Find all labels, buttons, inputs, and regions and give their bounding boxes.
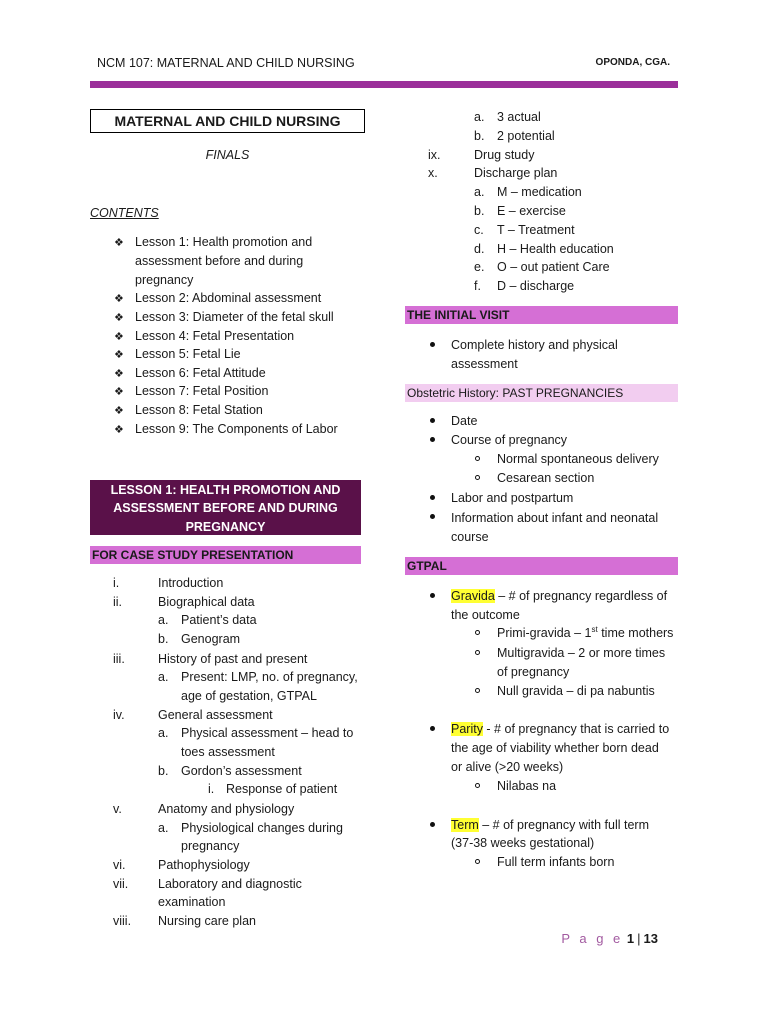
- lesson-banner-line: ASSESSMENT BEFORE AND DURING: [113, 501, 338, 516]
- circle-bullet-icon: [475, 650, 480, 655]
- contents-item: pregnancy: [135, 273, 194, 287]
- bullet-icon: [430, 593, 435, 598]
- diamond-bullet-icon: ❖: [114, 312, 124, 324]
- diamond-bullet-icon: ❖: [114, 368, 124, 380]
- parity-definition: [451, 720, 669, 739]
- circle-bullet-icon: [475, 630, 480, 635]
- sub-numeral: i.: [208, 782, 215, 796]
- obstetric-item: Date: [451, 414, 478, 428]
- outline-subitem: 3 actual: [497, 110, 541, 124]
- roman-numeral: viii.: [113, 914, 132, 928]
- page-total: 13: [643, 931, 658, 946]
- outline-subitem: age of gestation, GTPAL: [181, 689, 317, 703]
- contents-item: Lesson 3: Diameter of the fetal skull: [135, 310, 334, 324]
- multigravida-item-line: of pregnancy: [497, 665, 570, 679]
- letter-marker: a.: [158, 613, 169, 627]
- contents-item: Lesson 2: Abdominal assessment: [135, 291, 322, 305]
- outline-subitem: Response of patient: [226, 782, 338, 796]
- diamond-bullet-icon: ❖: [114, 331, 124, 343]
- outline-item: History of past and present: [158, 652, 308, 666]
- bullet-icon: [430, 495, 435, 500]
- initial-visit-heading: THE INITIAL VISIT: [405, 306, 678, 324]
- lesson-banner-line: PREGNANCY: [185, 519, 266, 534]
- contents-item: Lesson 6: Fetal Attitude: [135, 366, 266, 380]
- letter-marker: a.: [158, 670, 169, 684]
- outline-subitem: E – exercise: [497, 204, 566, 218]
- outline-subitem: D – discharge: [497, 279, 575, 293]
- header-divider: [90, 81, 678, 88]
- diamond-bullet-icon: ❖: [114, 293, 124, 305]
- gravida-definition: [451, 587, 667, 606]
- outline-subitem: Physical assessment – head to: [181, 726, 354, 740]
- obstetric-subitem: Normal spontaneous delivery: [497, 452, 659, 466]
- outline-subitem: pregnancy: [181, 839, 240, 853]
- circle-bullet-icon: [475, 456, 480, 461]
- roman-numeral: ii.: [113, 595, 123, 609]
- letter-marker: b.: [158, 632, 169, 646]
- lesson-banner-line: LESSON 1: HEALTH PROMOTION AND: [110, 483, 341, 497]
- contents-heading: CONTENTS: [90, 206, 159, 220]
- parity-text: - # of pregnancy that is carried to: [482, 722, 670, 736]
- obstetric-item: course: [451, 530, 489, 544]
- roman-numeral: v.: [113, 802, 122, 816]
- outline-item: Laboratory and diagnostic: [158, 877, 302, 891]
- term-text: – # of pregnancy with full term: [478, 818, 650, 832]
- obstetric-subitem: Cesarean section: [497, 471, 595, 485]
- header-course-title: NCM 107: MATERNAL AND CHILD NURSING: [97, 56, 355, 70]
- case-study-heading: FOR CASE STUDY PRESENTATION: [90, 546, 361, 564]
- letter-marker: b.: [158, 764, 169, 778]
- obstetric-item: Course of pregnancy: [451, 433, 568, 447]
- page-number: [561, 931, 658, 946]
- contents-item: Lesson 4: Fetal Presentation: [135, 329, 295, 343]
- term-term: Term: [451, 818, 479, 832]
- outline-item: Nursing care plan: [158, 914, 256, 928]
- outline-item: Pathophysiology: [158, 858, 250, 872]
- term-definition: [451, 816, 649, 835]
- outline-subitem: Patient’s data: [181, 613, 257, 627]
- circle-bullet-icon: [475, 688, 480, 693]
- contents-item: Lesson 8: Fetal Station: [135, 403, 263, 417]
- letter-marker: b.: [474, 129, 485, 143]
- parity-text-line: the age of viability whether born dead: [451, 741, 659, 755]
- letter-marker: a.: [158, 821, 169, 835]
- diamond-bullet-icon: ❖: [114, 386, 124, 398]
- outline-item: General assessment: [158, 708, 273, 722]
- primi-superscript: st: [591, 624, 598, 634]
- diamond-bullet-icon: ❖: [114, 424, 124, 436]
- outline-subitem: Gordon’s assessment: [181, 764, 302, 778]
- page-current: 1: [626, 931, 635, 946]
- parity-text-line: or alive (>20 weeks): [451, 760, 564, 774]
- diamond-bullet-icon: ❖: [114, 349, 124, 361]
- letter-marker: b.: [474, 204, 485, 218]
- parity-subitem: Nilabas na: [497, 779, 557, 793]
- roman-numeral: iii.: [113, 652, 125, 666]
- contents-item: Lesson 1: Health promotion and: [135, 235, 313, 249]
- outline-item: Drug study: [474, 148, 535, 162]
- roman-numeral: x.: [428, 166, 438, 180]
- parity-term: Parity: [451, 722, 483, 736]
- bullet-icon: [430, 418, 435, 423]
- outline-subitem: H – Health education: [497, 242, 614, 256]
- outline-subitem: toes assessment: [181, 745, 275, 759]
- outline-subitem: Physiological changes during: [181, 821, 343, 835]
- primi-text: Primi-gravida – 1: [497, 626, 592, 640]
- initial-visit-item: Complete history and physical: [451, 338, 618, 352]
- page-separator: |: [637, 931, 641, 946]
- outline-item: Discharge plan: [474, 166, 558, 180]
- gravida-term: Gravida: [451, 589, 495, 603]
- obstetric-item: Information about infant and neonatal: [451, 511, 659, 525]
- null-gravida-item: Null gravida – di pa nabuntis: [497, 684, 655, 698]
- roman-numeral: ix.: [428, 148, 441, 162]
- roman-numeral: vii.: [113, 877, 129, 891]
- bullet-icon: [430, 437, 435, 442]
- roman-numeral: vi.: [113, 858, 126, 872]
- contents-item: assessment before and during: [135, 254, 304, 268]
- contents-item: Lesson 9: The Components of Labor: [135, 422, 338, 436]
- outline-subitem: T – Treatment: [497, 223, 575, 237]
- letter-marker: a.: [474, 110, 485, 124]
- outline-item: examination: [158, 895, 226, 909]
- obstetric-item: Labor and postpartum: [451, 491, 574, 505]
- bullet-icon: [430, 822, 435, 827]
- outline-item: Biographical data: [158, 595, 255, 609]
- bullet-icon: [430, 342, 435, 347]
- outline-subitem: Genogram: [181, 632, 241, 646]
- outline-subitem: 2 potential: [497, 129, 555, 143]
- outline-subitem: O – out patient Care: [497, 260, 610, 274]
- obstetric-history-heading: Obstetric History: PAST PREGNANCIES: [405, 384, 678, 402]
- roman-numeral: i.: [113, 576, 120, 590]
- document-subtitle: FINALS: [205, 148, 250, 162]
- letter-marker: a.: [474, 185, 485, 199]
- outline-item: Introduction: [158, 576, 224, 590]
- circle-bullet-icon: [475, 783, 480, 788]
- letter-marker: a.: [158, 726, 169, 740]
- roman-numeral: iv.: [113, 708, 125, 722]
- gtpal-heading: GTPAL: [405, 557, 678, 575]
- document-title: MATERNAL AND CHILD NURSING: [90, 109, 365, 133]
- primi-text-end: time mothers: [597, 626, 674, 640]
- letter-marker: c.: [474, 223, 484, 237]
- contents-item: Lesson 7: Fetal Position: [135, 384, 269, 398]
- bullet-icon: [430, 726, 435, 731]
- outline-item: Anatomy and physiology: [158, 802, 295, 816]
- term-text-line: (37-38 weeks gestational): [451, 836, 595, 850]
- multigravida-item: Multigravida – 2 or more times: [497, 646, 666, 660]
- lesson-1-banner: [90, 480, 361, 535]
- letter-marker: d.: [474, 242, 485, 256]
- diamond-bullet-icon: ❖: [114, 405, 124, 417]
- contents-item: Lesson 5: Fetal Lie: [135, 347, 241, 361]
- outline-subitem: M – medication: [497, 185, 582, 199]
- page-label: P a g e: [561, 931, 624, 946]
- primi-gravida-item: [497, 624, 673, 643]
- letter-marker: e.: [474, 260, 485, 274]
- circle-bullet-icon: [475, 475, 480, 480]
- outline-subitem: Present: LMP, no. of pregnancy,: [181, 670, 358, 684]
- letter-marker: f.: [474, 279, 481, 293]
- gravida-text-line: the outcome: [451, 608, 520, 622]
- initial-visit-item: assessment: [451, 357, 518, 371]
- term-subitem: Full term infants born: [497, 855, 615, 869]
- circle-bullet-icon: [475, 859, 480, 864]
- diamond-bullet-icon: ❖: [114, 237, 124, 249]
- header-author: OPONDA, CGA.: [595, 57, 670, 68]
- bullet-icon: [430, 514, 435, 519]
- gravida-text: – # of pregnancy regardless of: [494, 589, 668, 603]
